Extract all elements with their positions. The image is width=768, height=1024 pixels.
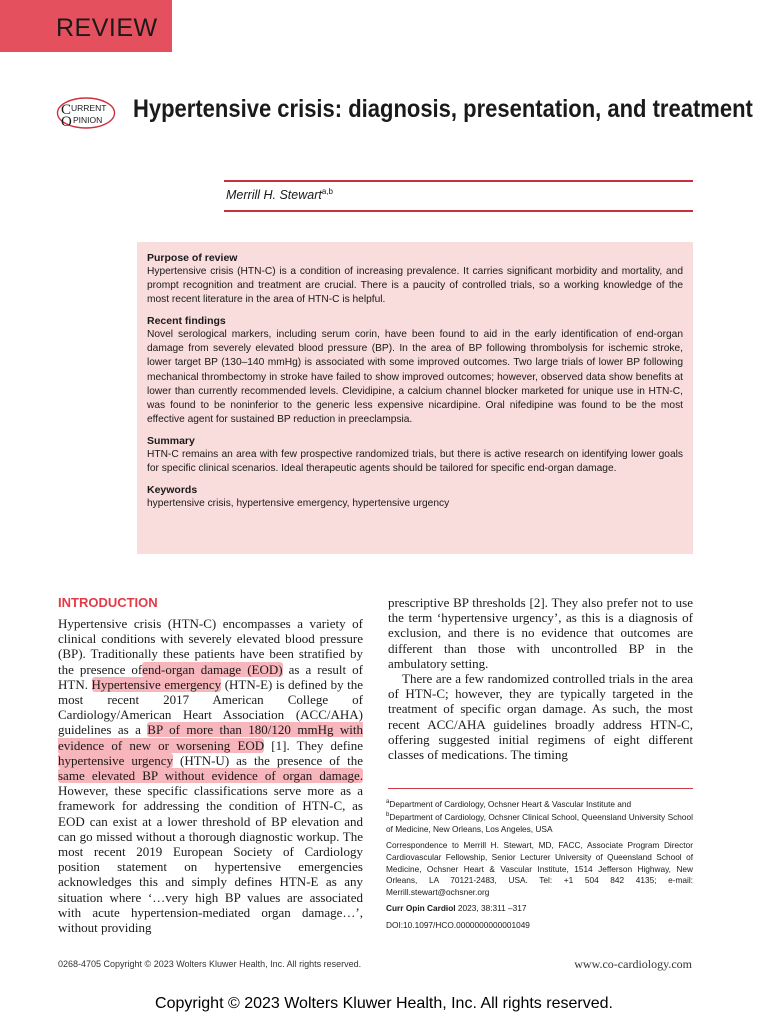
highlight-no-damage: same elevated BP without evidence of organ damage. bbox=[58, 768, 363, 784]
intro-text-2: as a result of HTN. bbox=[58, 661, 364, 692]
left-column bbox=[58, 595, 363, 935]
logo-c: C bbox=[61, 102, 72, 118]
logo-o: O bbox=[61, 114, 72, 130]
purpose-text: Hypertensive crisis (HTN-C) is a condition of increasing prevalence. It carries significant morbidity and mortality, and prompt recognition and treatment are crucial. There is a paucity of controlled trials, so a working knowledge of the most recent literature in the area of HTN-C is helpful. bbox=[147, 266, 683, 306]
affil-a-mark: a bbox=[386, 799, 390, 805]
summary-heading: Summary bbox=[147, 434, 195, 447]
journal-url[interactable]: www.co-cardiology.com bbox=[574, 957, 692, 971]
copyright-banner: Copyright © 2023 Wolters Kluwer Health, Inc. All rights reserved. bbox=[155, 995, 613, 1012]
abstract-keywords bbox=[147, 483, 683, 511]
affiliations bbox=[386, 797, 693, 835]
author-line bbox=[226, 187, 333, 202]
abstract-summary bbox=[147, 434, 683, 476]
citation-volume: 2023, 38:311 –317 bbox=[455, 903, 527, 914]
journal-name: Curr Opin Cardiol bbox=[386, 903, 456, 914]
issn-copyright: 0268-4705 Copyright © 2023 Wolters Kluwer Health, Inc. All rights reserved. bbox=[58, 959, 362, 969]
affil-b: Department of Cardiology, Ochsner Clinical School, Queensland University School of Medicine, New Orleans, Los Angeles, USA bbox=[386, 812, 693, 834]
right-paragraph-1: prescriptive BP thresholds [2]. They also prefer not to use the term ‘hypertensive urgency’, as this is a diagnosis of exclusion, and there is no evidence that outcomes are different than those with uncontrolled BP in the ambulatory setting. bbox=[388, 595, 693, 671]
intro-paragraph bbox=[58, 616, 363, 935]
author-name: Merrill H. Stewart bbox=[226, 188, 322, 203]
highlight-bp-threshold: BP of more than 180/120 mmHg with evidence of new or worsening EOD bbox=[58, 722, 363, 753]
logo-line1: URRENT bbox=[71, 103, 107, 113]
keywords-heading: Keywords bbox=[147, 484, 198, 497]
intro-text-5: (HTN-U) as the presence of the bbox=[173, 752, 364, 768]
affil-b-mark: b bbox=[386, 812, 390, 819]
right-paragraph-2: There are a few randomized controlled trials in the area of HTN-C; however, they are typically targeted in the treatment of specific organ damage. As such, the most recent ACC/AHA guidelines broadly address HTN-C, offering suggested initial regimens of eight different classes of medications. The timing bbox=[388, 671, 693, 763]
citation-line bbox=[386, 903, 693, 915]
intro-text-1: Hypertensive crisis (HTN-C) encompasses a variety of clinical conditions with severely elevated blood pressure (BP). Traditionally these patients have been stratified by the presence of bbox=[58, 616, 363, 677]
footnote-rule bbox=[388, 788, 693, 789]
author-rule-top bbox=[224, 180, 693, 182]
findings-text: Novel serological markers, including serum corin, have been found to aid in the early identification of end-organ damage from severely elevated blood pressure (BP). In the area of BP following thrombolysis for ischemic stroke, lower target BP (130–140 mmHg) is associated with some improved outcomes. Two large trials of lower BP following mechanical thrombectomy in stroke have failed to show improved outcomes; however, observed data show benefits at lower than currently recommended levels. Clevidipine, a calcium channel blocker marketed for unique use in HTN-C, was found to be noninferior to the generic less expensive nicardipine. Oral nifedipine was found to be the most effective agent for sustained BP reduction in preeclampsia. bbox=[147, 329, 683, 425]
abstract-purpose bbox=[147, 251, 683, 307]
keywords-text: hypertensive crisis, hypertensive emergency, hypertensive urgency bbox=[147, 498, 450, 510]
author-rule-bottom bbox=[224, 210, 693, 212]
correspondence: Correspondence to Merrill H. Stewart, MD, FACC, Associate Program Director Cardiovascular Fellowship, Senior Lecturer University of Queensland School of Medicine, Ochsner Heart & Vascular Institute, 1514 Jefferson Highway, New Orleans, LA 70121-2483, USA. Tel: +1 504 842 4135; e-mail: Merrill.stewart@ochsner.org bbox=[386, 840, 693, 897]
author-affil: a,b bbox=[321, 187, 333, 196]
article-title bbox=[133, 94, 753, 125]
highlight-htn-u: hypertensive urgency bbox=[58, 752, 174, 768]
affil-a: Department of Cardiology, Ochsner Heart & Vascular Institute and bbox=[389, 798, 632, 809]
highlight-htn-e: Hypertensive emergency bbox=[91, 676, 222, 692]
abstract-findings bbox=[147, 314, 683, 427]
summary-text: HTN-C remains an area with few prospective randomized trials, but there is active research on identifying lower goals for specific clinical scenarios. Ideal therapeutic agents should be tailored for specific end-organ damage. bbox=[147, 448, 683, 475]
current-opinion-logo bbox=[56, 96, 116, 130]
intro-text-6: However, these specific classifications serve more as a framework for addressing the condition of HTN-C, as EOD can exist at a lower threshold of BP elevation and can go missed without a thorough diagnostic workup. The most recent 2019 European Society of Cardiology position statement on hypertensive emergencies acknowledges this and simply defines HTN-E as any situation where ‘…very high BP values are associated with acute hypertension-mediated organ damage…’, without providing bbox=[58, 783, 363, 936]
doi: DOI:10.1097/HCO.0000000000001049 bbox=[386, 919, 530, 930]
review-label: REVIEW bbox=[56, 14, 158, 42]
introduction-heading: INTRODUCTION bbox=[58, 595, 158, 610]
highlight-eod: end-organ damage (EOD) bbox=[142, 661, 283, 677]
logo-line2: PINION bbox=[73, 115, 103, 125]
abstract-box bbox=[137, 242, 693, 554]
footnotes bbox=[386, 797, 693, 936]
intro-text-4: [1]. They define bbox=[264, 737, 363, 753]
right-column bbox=[388, 595, 693, 762]
intro-text-3: (HTN-E) is defined by the most recent 2017 American College of Cardiology/American Heart Association (ACC/AHA) guidelines as a bbox=[58, 676, 364, 738]
review-tab bbox=[0, 0, 172, 52]
title-text: Hypertensive crisis: diagnosis, presentation, and treatment bbox=[133, 95, 753, 123]
purpose-heading: Purpose of review bbox=[147, 252, 238, 264]
findings-heading: Recent findings bbox=[147, 315, 226, 328]
